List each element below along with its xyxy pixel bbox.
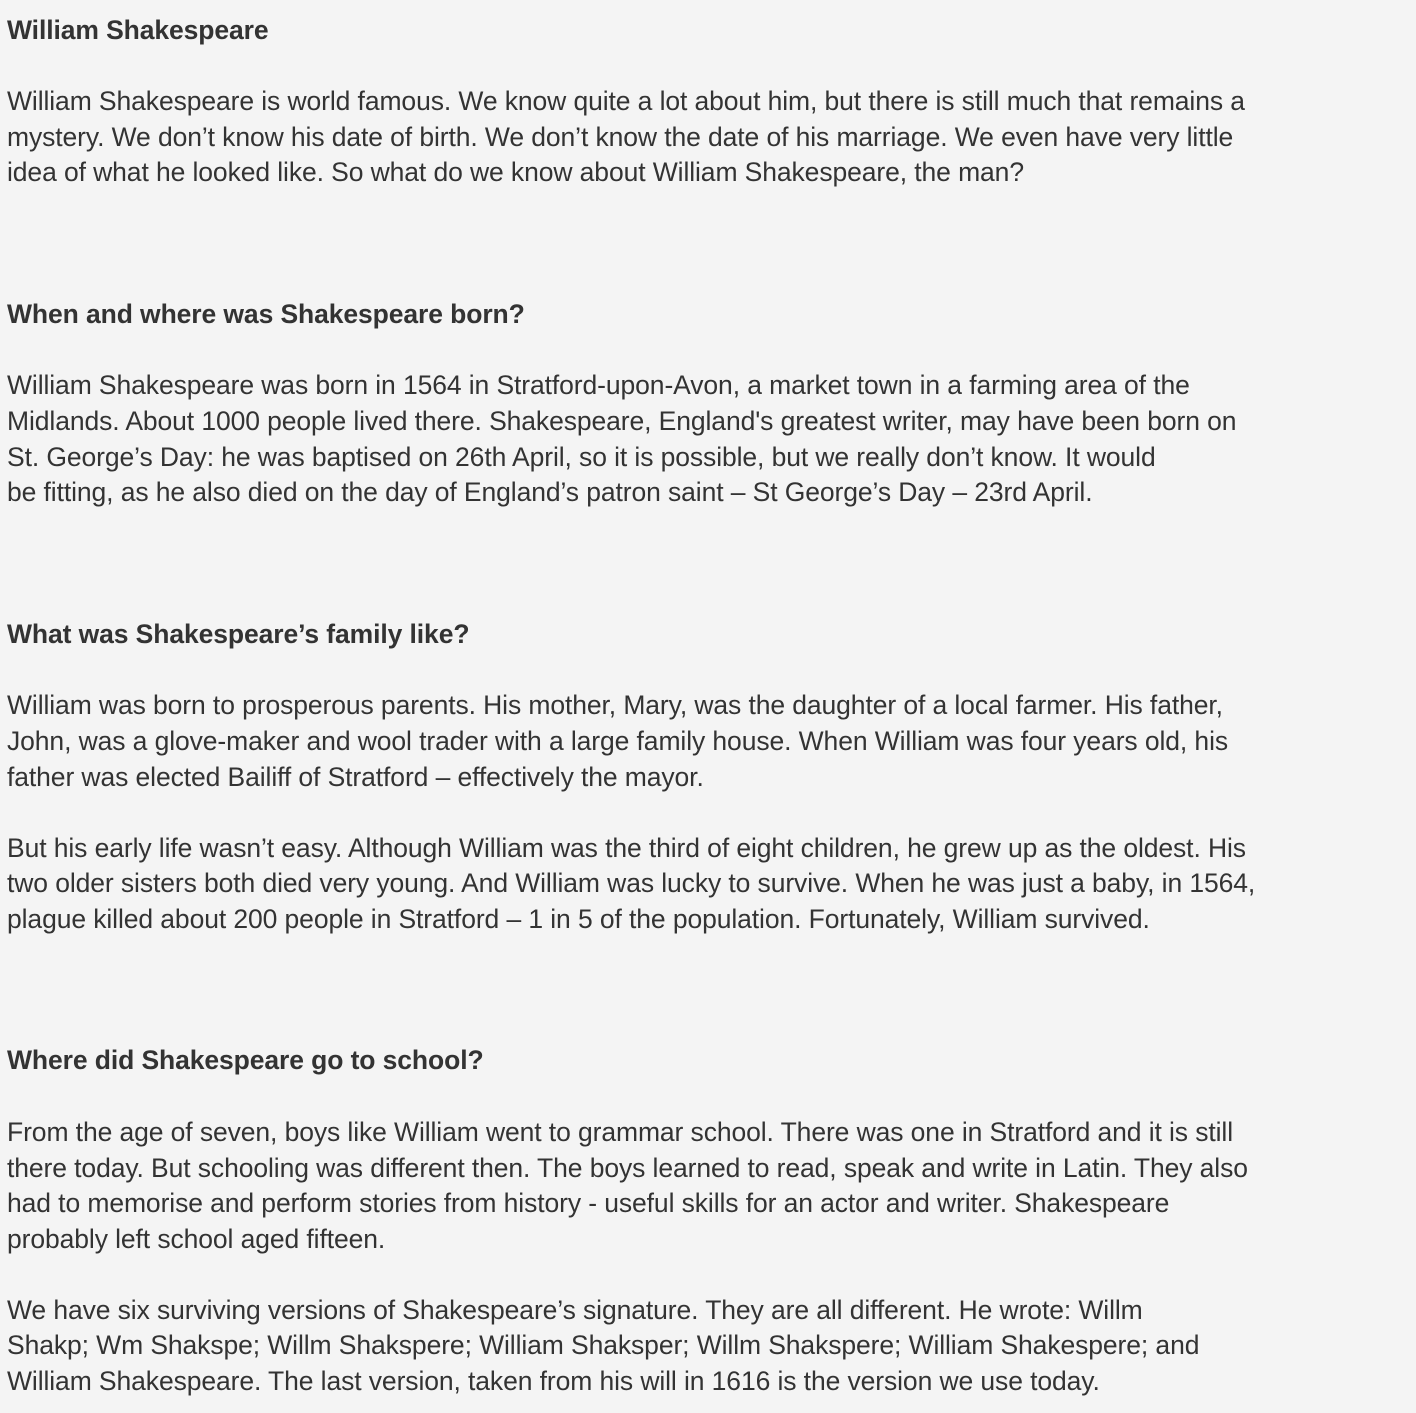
paragraph-line: idea of what he looked like. So what do we know about William Shakespeare, the man?	[7, 157, 1024, 187]
paragraph-line: William Shakespeare was born in 1564 in Stratford-upon-Avon, a market town in a farming area of the	[7, 370, 1190, 400]
paragraph-line: St. George’s Day: he was baptised on 26th April, so it is possible, but we really don’t know. It would	[7, 442, 1156, 472]
paragraph-line: two older sisters both died very young. And William was lucky to survive. When he was just a baby, in 1564,	[7, 868, 1256, 898]
section-heading: Where did Shakespeare go to school?	[7, 1045, 484, 1075]
paragraph-line: From the age of seven, boys like William went to grammar school. There was one in Stratford and it is still	[7, 1117, 1233, 1147]
paragraph-line: John, was a glove-maker and wool trader with a large family house. When William was four years old, his	[7, 726, 1229, 756]
paragraph-line: probably left school aged fifteen.	[7, 1224, 386, 1254]
paragraph-line: mystery. We don’t know his date of birth. We don’t know the date of his marriage. We even have very little	[7, 122, 1234, 152]
paragraph-line: plague killed about 200 people in Stratford – 1 in 5 of the population. Fortunately, William survived.	[7, 904, 1150, 934]
paragraph-line: We have six surviving versions of Shakespeare’s signature. They are all different. He wrote: Willm	[7, 1295, 1143, 1325]
paragraph-line: William Shakespeare is world famous. We know quite a lot about him, but there is still much that remains a	[7, 86, 1245, 116]
paragraph-line: there today. But schooling was different then. The boys learned to read, speak and write in Latin. They also	[7, 1153, 1248, 1183]
paragraph-line: be fitting, as he also died on the day of England’s patron saint – St George’s Day – 23rd April.	[7, 477, 1093, 507]
section-heading: When and where was Shakespeare born?	[7, 299, 525, 329]
paragraph-line: William was born to prosperous parents. His mother, Mary, was the daughter of a local farmer. His father,	[7, 690, 1223, 720]
paragraph-line: father was elected Bailiff of Stratford – effectively the mayor.	[7, 762, 704, 792]
paragraph-line: But his early life wasn’t easy. Although William was the third of eight children, he grew up as the oldest. His	[7, 833, 1246, 863]
paragraph-line: William Shakespeare. The last version, taken from his will in 1616 is the version we use today.	[7, 1366, 1100, 1396]
page-title: William Shakespeare	[7, 15, 269, 45]
paragraph-line: Midlands. About 1000 people lived there. Shakespeare, England's greatest writer, may have been born on	[7, 406, 1237, 436]
paragraph-line: had to memorise and perform stories from history - useful skills for an actor and writer. Shakespeare	[7, 1188, 1170, 1218]
section-heading: What was Shakespeare’s family like?	[7, 619, 470, 649]
paragraph-line: Shakp; Wm Shakspe; Willm Shakspere; William Shaksper; Willm Shakspere; William Shakespere; and	[7, 1330, 1200, 1360]
